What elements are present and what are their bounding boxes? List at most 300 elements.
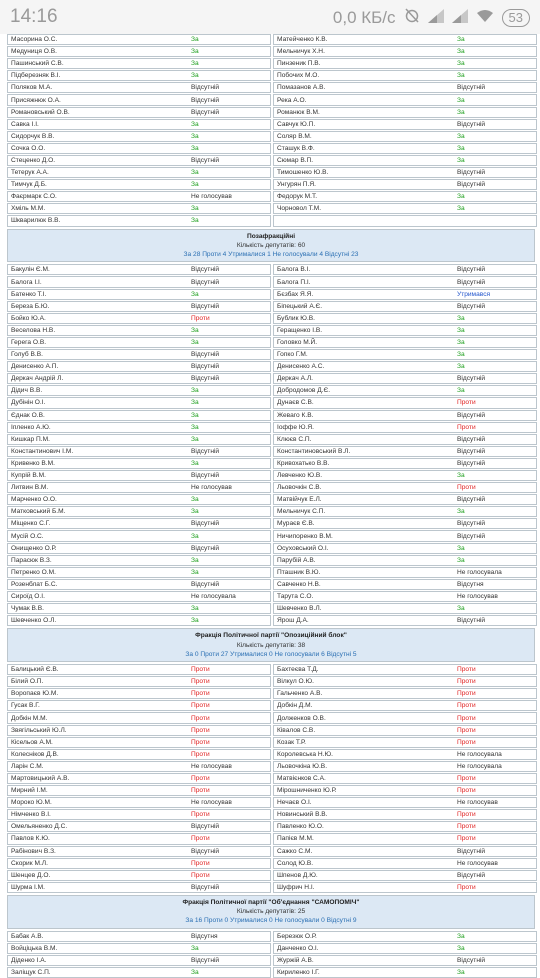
deputy-name: Гальченко А.В. — [277, 690, 323, 698]
deputy-name: Савка І.І. — [11, 120, 39, 128]
deputy-cell — [7, 543, 271, 554]
deputy-cell — [7, 458, 271, 469]
deputy-vote: Відсутній — [191, 108, 220, 116]
deputy-vote: За — [191, 326, 199, 334]
deputy-vote: Проти — [191, 859, 210, 867]
table-row — [7, 119, 535, 130]
deputy-name: Петренко О.М. — [11, 568, 56, 576]
deputy-cell — [273, 276, 537, 287]
deputy-vote: Відсутній — [191, 883, 220, 891]
table-row — [7, 107, 535, 118]
deputy-name: Дунаєв С.В. — [277, 399, 314, 407]
table-row — [7, 785, 535, 796]
deputy-vote: Відсутній — [457, 278, 486, 286]
deputy-vote: Проти — [191, 726, 210, 734]
deputy-cell — [273, 70, 537, 81]
table-row — [7, 725, 535, 736]
deputy-vote: Проти — [191, 871, 210, 879]
deputy-name: Дубінін О.І. — [11, 399, 46, 407]
table-row — [7, 821, 535, 832]
table-row — [7, 167, 535, 178]
battery-indicator: 53 — [502, 9, 530, 27]
deputy-name: Розенблат Б.С. — [11, 580, 58, 588]
deputy-name: Река А.О. — [277, 96, 307, 104]
deputy-vote: Відсутній — [457, 957, 486, 964]
deputy-name: Мирний І.М. — [11, 787, 48, 795]
fraction-count: Кількість депутатів: 60 — [236, 241, 306, 249]
deputy-vote: За — [191, 532, 199, 540]
deputy-cell — [7, 289, 271, 300]
deputy-cell — [7, 676, 271, 687]
deputy-vote: Проти — [457, 774, 476, 782]
deputy-name: Заліщук С.П. — [11, 969, 51, 977]
table-row — [7, 215, 535, 226]
deputy-cell — [273, 773, 537, 784]
table-row — [7, 313, 535, 324]
deputy-vote: Проти — [457, 714, 476, 722]
deputy-cell — [273, 955, 537, 966]
deputy-cell — [273, 615, 537, 626]
deputy-vote: Відсутній — [191, 363, 220, 371]
table-row — [7, 761, 535, 772]
table-row — [7, 846, 535, 857]
deputy-cell — [7, 858, 271, 869]
deputy-vote: За — [191, 60, 199, 68]
table-row — [7, 446, 535, 457]
deputy-name: Білий О.П. — [11, 678, 44, 686]
deputy-vote: За — [457, 60, 465, 68]
deputy-vote: За — [191, 144, 199, 152]
table-row — [7, 870, 535, 881]
deputy-cell — [7, 82, 271, 93]
deputy-cell — [273, 494, 537, 505]
deputy-name: Романовський О.В. — [11, 108, 70, 116]
deputy-name: Мельничук Х.Н. — [277, 48, 325, 56]
deputy-vote: Відсутній — [457, 496, 486, 504]
deputy-name: Кривенко В.М. — [11, 459, 55, 467]
deputy-cell — [7, 325, 271, 336]
deputy-name: Шуфрич Н.І. — [277, 883, 315, 891]
table-row — [7, 34, 535, 45]
deputy-vote: За — [457, 932, 465, 940]
status-right — [333, 7, 530, 28]
deputy-name: Балога В.І. — [277, 266, 311, 274]
table-row — [7, 688, 535, 699]
deputy-cell — [273, 82, 537, 93]
deputy-vote: За — [191, 132, 199, 140]
deputy-cell — [273, 543, 537, 554]
deputy-name: Тарута С.О. — [277, 592, 314, 600]
table-row — [7, 603, 535, 614]
deputy-cell — [7, 337, 271, 348]
table-row — [7, 543, 535, 554]
table-row — [7, 325, 535, 336]
deputy-vote: За — [457, 363, 465, 371]
deputy-vote: Проти — [457, 702, 476, 710]
deputy-name: Балога П.І. — [277, 278, 311, 286]
deputy-cell — [7, 615, 271, 626]
table-row — [7, 797, 535, 808]
deputy-cell — [273, 203, 537, 214]
deputy-name: Гопко Г.М. — [277, 351, 308, 359]
signal-2-icon — [452, 8, 468, 28]
deputy-cell — [273, 264, 537, 275]
deputy-name: Побочих М.О. — [277, 72, 320, 80]
deputy-vote: За — [191, 181, 199, 189]
deputy-vote: Проти — [191, 738, 210, 746]
deputy-vote: За — [457, 339, 465, 346]
deputy-cell — [7, 482, 271, 493]
deputy-cell — [7, 870, 271, 881]
deputy-name: Унгурян П.Я. — [277, 181, 316, 189]
deputy-cell — [7, 155, 271, 166]
deputy-cell — [7, 530, 271, 541]
fraction-header — [7, 895, 535, 929]
network-speed: 0,0 КБ/с — [332, 7, 396, 27]
deputy-name: Пташник В.Ю. — [277, 568, 321, 576]
deputy-cell — [273, 821, 537, 832]
table-row — [7, 82, 535, 93]
deputy-cell — [7, 119, 271, 130]
deputy-vote: За — [457, 72, 465, 80]
table-row — [7, 143, 535, 154]
deputy-cell — [273, 470, 537, 481]
deputy-vote: Проти — [191, 666, 210, 674]
table-row — [7, 712, 535, 723]
deputy-name: Марченко О.О. — [11, 496, 57, 504]
deputy-vote: За — [191, 205, 199, 213]
deputy-name: Фаєрмарк С.О. — [11, 193, 57, 201]
deputy-name: Сюмар В.П. — [277, 156, 314, 164]
deputy-vote: Проти — [191, 714, 210, 722]
deputy-name: Балицький Є.В. — [11, 666, 59, 674]
deputy-vote: Проти — [457, 811, 476, 819]
deputy-vote: За — [457, 351, 465, 359]
deputy-name: Ківалов С.В. — [277, 726, 316, 734]
deputy-vote: За — [457, 36, 465, 44]
deputy-vote: Проти — [191, 811, 210, 819]
deputy-cell — [7, 470, 271, 481]
deputy-cell — [273, 361, 537, 372]
deputy-vote: За — [191, 290, 199, 298]
deputy-cell — [7, 688, 271, 699]
deputy-vote: За — [191, 459, 199, 467]
deputy-vote: Відсутній — [191, 96, 220, 104]
deputy-name: Веселова Н.В. — [11, 326, 56, 334]
deputy-name: Матвійчук Е.Л. — [277, 496, 322, 504]
deputy-name: Бабак А.В. — [11, 932, 44, 940]
deputy-vote: Відсутній — [457, 617, 486, 625]
deputy-cell — [273, 567, 537, 578]
table-row — [7, 858, 535, 869]
deputy-name: Бойко Ю.А. — [11, 314, 46, 322]
deputy-cell — [7, 579, 271, 590]
table-row — [7, 422, 535, 433]
deputy-name: Онищенко О.Р. — [11, 544, 57, 552]
deputy-cell — [7, 761, 271, 772]
deputy-vote: Не голосувала — [457, 568, 502, 576]
deputy-name: Кривохатько В.В. — [277, 459, 330, 467]
deputy-name: Добродомов Д.Є. — [277, 387, 331, 395]
deputy-name: Денисенко А.С. — [277, 363, 325, 371]
deputy-vote: За — [191, 399, 199, 407]
deputy-name: Скорик М.Л. — [11, 859, 48, 867]
deputy-name: Медуниця О.В. — [11, 48, 57, 56]
deputy-name: Чумак В.В. — [11, 605, 44, 613]
deputy-cell — [273, 301, 537, 312]
deputy-vote: Відсутній — [191, 447, 220, 455]
table-row — [7, 191, 535, 202]
deputy-cell — [7, 567, 271, 578]
alarm-off-icon — [404, 7, 420, 28]
deputy-cell — [273, 870, 537, 881]
deputy-vote: За — [457, 144, 465, 152]
deputy-vote: За — [191, 617, 199, 625]
deputy-cell — [273, 882, 537, 893]
deputy-cell — [7, 846, 271, 857]
table-row — [7, 737, 535, 748]
deputy-vote: Відсутній — [457, 120, 486, 128]
deputy-name: Біпецький А.Є. — [277, 302, 323, 310]
deputy-cell — [7, 833, 271, 844]
deputy-vote: Проти — [191, 678, 210, 686]
deputy-cell — [7, 700, 271, 711]
deputy-vote: За — [457, 48, 465, 56]
table-row — [7, 58, 535, 69]
deputy-cell — [273, 434, 537, 445]
fraction-summary: За 28 Проти 4 Утрималися 1 Не голосували 4 Відсутні 23 — [183, 251, 359, 259]
deputy-cell — [273, 34, 537, 45]
fraction-count: Кількість депутатів: 38 — [236, 641, 306, 649]
deputy-name: Стеценко Д.О. — [11, 156, 56, 164]
deputy-name: Льовочкін С.В. — [277, 484, 322, 492]
deputy-cell — [273, 761, 537, 772]
deputy-cell — [7, 410, 271, 421]
deputy-name: Мусій О.С. — [11, 532, 44, 540]
deputy-cell — [7, 203, 271, 214]
wifi-icon — [476, 8, 494, 28]
deputy-name: Солод Ю.В. — [277, 859, 314, 867]
deputy-name: Деркач Андрій Л. — [11, 375, 64, 383]
status-time: 14:16 — [10, 6, 58, 27]
deputy-vote: За — [191, 36, 199, 44]
deputy-cell — [7, 785, 271, 796]
deputy-vote: За — [191, 120, 199, 128]
deputy-cell — [273, 785, 537, 796]
deputy-cell — [273, 858, 537, 869]
deputy-name: Савчук Ю.П. — [277, 120, 316, 128]
deputy-name: Жеваго К.В. — [277, 411, 314, 419]
deputy-vote: Проти — [457, 787, 476, 795]
deputy-vote: Відсутній — [457, 375, 486, 383]
deputy-cell — [7, 773, 271, 784]
deputy-name: Рабінович В.З. — [11, 847, 56, 855]
deputy-name: Воропаєв Ю.М. — [11, 690, 59, 698]
table-row — [7, 264, 535, 275]
deputy-name: Тимошенко Ю.В. — [277, 169, 329, 177]
table-row — [7, 470, 535, 481]
deputy-name: Гусак В.Г. — [11, 702, 40, 710]
table-row — [7, 882, 535, 893]
fraction-title: Фракція Політичної партії "Об'єднання "САМОПОМІЧ" — [182, 898, 360, 906]
deputy-cell — [7, 749, 271, 760]
deputy-vote: Проти — [191, 835, 210, 843]
deputy-name: Шкварилюк В.В. — [11, 217, 61, 225]
deputy-vote: Проти — [191, 750, 210, 758]
deputy-name: Діденко І.А. — [11, 957, 47, 964]
deputy-cell — [273, 797, 537, 808]
table-row — [7, 385, 535, 396]
deputy-cell — [273, 737, 537, 748]
deputy-cell — [273, 289, 537, 300]
table-row — [7, 373, 535, 384]
deputy-vote: Відсутній — [191, 544, 220, 552]
deputy-name: Журжій А.В. — [277, 957, 314, 964]
deputy-cell — [7, 712, 271, 723]
deputy-vote: Відсутній — [457, 871, 486, 879]
deputy-cell — [273, 155, 537, 166]
deputy-vote: Не голосував — [191, 762, 232, 770]
deputy-vote: Відсутній — [457, 532, 486, 540]
deputy-cell — [273, 846, 537, 857]
table-row — [7, 131, 535, 142]
deputy-cell — [273, 385, 537, 396]
deputy-cell — [273, 446, 537, 457]
deputy-name: Данченко О.І. — [277, 944, 319, 952]
table-row — [7, 833, 535, 844]
table-row — [7, 615, 535, 626]
deputy-vote: Не голосував — [457, 592, 498, 600]
deputy-cell — [273, 58, 537, 69]
deputy-name: Тетерук А.А. — [11, 169, 49, 177]
deputy-name: Нечаєв О.І. — [277, 799, 312, 807]
deputy-cell — [7, 46, 271, 57]
deputy-name: Колесніков Д.В. — [11, 750, 59, 758]
deputy-vote: Проти — [457, 484, 476, 492]
deputy-vote: За — [191, 48, 199, 56]
table-row — [7, 506, 535, 517]
deputy-cell — [7, 434, 271, 445]
table-row — [7, 70, 535, 81]
deputy-name: Пинзеник П.В. — [277, 60, 321, 68]
deputy-name: Чорновол Т.М. — [277, 205, 322, 213]
deputy-name: Новинський В.В. — [277, 811, 328, 819]
deputy-cell — [273, 603, 537, 614]
deputy-cell — [7, 943, 271, 954]
deputy-name: Мартовицький А.В. — [11, 774, 70, 782]
deputy-name: Клюєв С.П. — [277, 435, 312, 443]
table-row — [7, 700, 535, 711]
table-row — [7, 349, 535, 360]
deputy-vote: Відсутня — [191, 932, 218, 940]
deputy-cell — [7, 215, 271, 226]
deputy-cell — [273, 530, 537, 541]
table-row — [7, 458, 535, 469]
deputy-cell — [273, 579, 537, 590]
deputy-cell — [273, 833, 537, 844]
deputy-vote: За — [457, 96, 465, 104]
deputy-vote: За — [191, 387, 199, 395]
deputy-vote: Проти — [457, 726, 476, 734]
deputy-cell — [273, 749, 537, 760]
deputy-name: Константиновський В.Л. — [277, 447, 351, 455]
deputy-name: Литвин В.М. — [11, 484, 49, 492]
table-row — [7, 179, 535, 190]
deputy-vote: Проти — [191, 787, 210, 795]
vote-results-page[interactable] — [0, 34, 540, 977]
table-row — [7, 94, 535, 105]
deputy-name: Омельяненко Д.С. — [11, 823, 68, 831]
deputy-name: Мельничук С.П. — [277, 508, 326, 516]
deputy-cell — [7, 797, 271, 808]
deputy-vote: За — [191, 339, 199, 346]
deputy-vote: Відсутній — [191, 847, 220, 855]
deputy-vote: Відсутній — [457, 435, 486, 443]
deputy-vote: Проти — [457, 666, 476, 674]
deputy-vote: Відсутній — [457, 181, 486, 189]
deputy-vote: За — [191, 169, 199, 177]
deputy-name: Денисенко А.П. — [11, 363, 59, 371]
deputy-cell — [7, 809, 271, 820]
deputy-name: Єднак О.В. — [11, 411, 45, 419]
deputy-cell — [273, 943, 537, 954]
deputy-name: Матейченко К.В. — [277, 36, 328, 44]
deputy-name: Шевченко В.Л. — [277, 605, 322, 613]
deputy-cell — [7, 967, 271, 978]
deputy-name: Льовочкіна Ю.В. — [277, 762, 328, 770]
deputy-cell — [7, 422, 271, 433]
deputy-vote: За — [457, 556, 465, 564]
deputy-name: Сажко С.М. — [277, 847, 313, 855]
deputy-name: Береза Б.Ю. — [11, 302, 50, 310]
deputy-cell — [273, 809, 537, 820]
deputy-cell — [7, 361, 271, 372]
deputy-vote: Утримався — [457, 290, 491, 298]
deputy-cell — [273, 518, 537, 529]
deputy-vote: За — [457, 156, 465, 164]
table-row — [7, 361, 535, 372]
deputy-name: Парасюк В.З. — [11, 556, 52, 564]
table-row — [7, 555, 535, 566]
scrollbar[interactable] — [536, 34, 540, 960]
deputy-cell — [7, 397, 271, 408]
table-row — [7, 518, 535, 529]
deputy-vote: За — [457, 132, 465, 140]
deputy-name: Козак Т.Р. — [277, 738, 306, 746]
deputy-vote: Не голосував — [191, 484, 232, 492]
deputy-vote: Відсутній — [191, 957, 220, 964]
deputy-cell — [7, 494, 271, 505]
deputy-vote: Проти — [457, 690, 476, 698]
deputy-name: Федорук М.Т. — [277, 193, 318, 201]
deputy-name: Савченко Н.В. — [277, 580, 321, 588]
deputy-cell — [273, 313, 537, 324]
table-row — [7, 337, 535, 348]
deputy-name: Папієв М.М. — [277, 835, 314, 843]
table-row — [7, 289, 535, 300]
deputy-vote: За — [457, 472, 465, 480]
table-row — [7, 482, 535, 493]
deputy-name: Войціцька В.М. — [11, 944, 58, 952]
deputy-cell — [273, 143, 537, 154]
fraction-summary: За 16 Проти 0 Утрималися 0 Не голосували 0 Відсутні 9 — [185, 917, 357, 925]
deputy-name: Іоффе Ю.Я. — [277, 423, 314, 431]
deputy-name: Кириленко І.Г. — [277, 969, 320, 977]
deputy-vote: За — [457, 944, 465, 952]
deputy-cell — [273, 373, 537, 384]
deputy-cell — [273, 458, 537, 469]
deputy-cell — [273, 712, 537, 723]
